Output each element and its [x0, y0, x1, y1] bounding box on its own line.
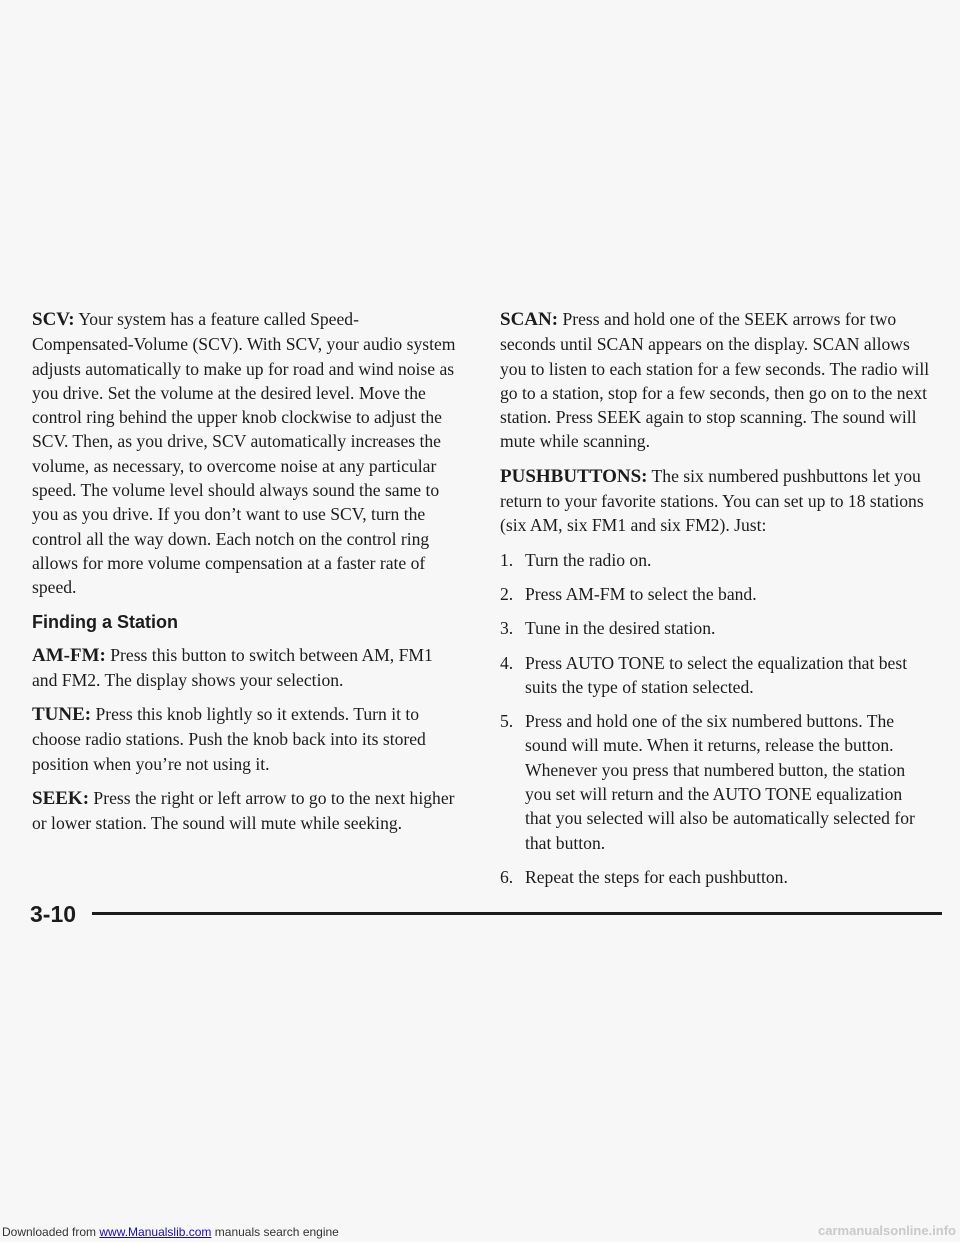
- scv-text: Your system has a feature called Speed-Compensated-Volume (SCV). With SCV, your audio system adjusts automatically to make up for road and wind noise as you drive. Set the volume at the desired level. Move the control ring behind the upper knob clockwise to adjust the SCV. Then, as you drive, SCV automatically increases the volume, as necessary, to overcome noise at any particular speed. The volume level should always sound the same to you as you drive. If you don’t want to use SCV, turn the control all the way down. Each notch on the control ring allows for more volume compensation at a faster rate of speed.: [32, 309, 456, 598]
- seek-text: Press the right or left arrow to go to the next higher or lower station. The sound will mute while seeking.: [32, 788, 455, 834]
- tune-paragraph: [32, 702, 460, 776]
- step-text: Turn the radio on.: [525, 549, 652, 570]
- list-item: [500, 865, 930, 889]
- step-text: Press AUTO TONE to select the equalization that best suits the type of station selected.: [525, 652, 908, 697]
- list-item: [500, 651, 930, 700]
- amfm-text: Press this button to switch between AM, FM1 and FM2. The display shows your selection.: [32, 644, 433, 690]
- left-column: [32, 307, 460, 846]
- footer-rule: [92, 912, 942, 915]
- step-number: 5.: [500, 711, 514, 732]
- step-text: Press AM-FM to select the band.: [525, 583, 757, 604]
- footer-prefix: Downloaded from: [2, 1225, 100, 1239]
- scan-paragraph: [500, 307, 930, 454]
- step-number: 2.: [500, 583, 514, 604]
- watermark: carmanualsonline.info: [818, 1223, 956, 1238]
- pushbuttons-paragraph: [500, 464, 930, 538]
- download-footer: [0, 1222, 402, 1242]
- seek-paragraph: [32, 786, 460, 836]
- list-item: [500, 616, 930, 640]
- step-number: 6.: [500, 866, 514, 887]
- page-number: 3-10: [30, 901, 77, 927]
- step-text: Repeat the steps for each pushbutton.: [525, 866, 788, 887]
- steps-list: [500, 548, 930, 890]
- list-item: [500, 582, 930, 606]
- step-number: 3.: [500, 618, 514, 639]
- list-item: [500, 709, 930, 855]
- tune-text: Press this knob lightly so it extends. Turn it to choose radio stations. Push the knob back into its stored position when you’re not using it.: [32, 704, 426, 774]
- right-column: [500, 307, 930, 899]
- scan-text: Press and hold one of the SEEK arrows for two seconds until SCAN appears on the display. SCAN allows you to listen to each station for a few seconds. The radio will go to a station, stop for a few seconds, then go on to the next station. Press SEEK again to stop scanning. The sound will mute while scanning.: [500, 309, 930, 452]
- manualslib-link[interactable]: www.Manualslib.com: [99, 1225, 212, 1239]
- footer-suffix: manuals search engine: [211, 1225, 339, 1239]
- step-number: 4.: [500, 652, 514, 673]
- step-text: Press and hold one of the six numbered buttons. The sound will mute. When it returns, release the button. Whenever you press that numbered button, the station you set will return and the AUTO TONE equalization that you selected will also be automatically selected for that button.: [525, 711, 915, 853]
- step-text: Tune in the desired station.: [525, 618, 716, 639]
- pushbuttons-term: PUSHBUTTONS:: [500, 465, 648, 487]
- step-number: 1.: [500, 549, 514, 570]
- scv-term: SCV:: [32, 309, 75, 330]
- amfm-paragraph: [32, 643, 460, 693]
- scv-paragraph: [32, 307, 460, 600]
- tune-term: TUNE:: [32, 704, 92, 726]
- list-item: [500, 548, 930, 572]
- finding-station-heading: Finding a Station: [32, 611, 178, 632]
- amfm-term: AM-FM:: [32, 644, 106, 666]
- scan-term: SCAN:: [500, 309, 559, 330]
- seek-term: SEEK:: [32, 788, 90, 810]
- pushbuttons-text: The six numbered pushbuttons let you return to your favorite stations. You can set up to 18 stations (six AM, six FM1 and six FM2). Just:: [500, 465, 924, 536]
